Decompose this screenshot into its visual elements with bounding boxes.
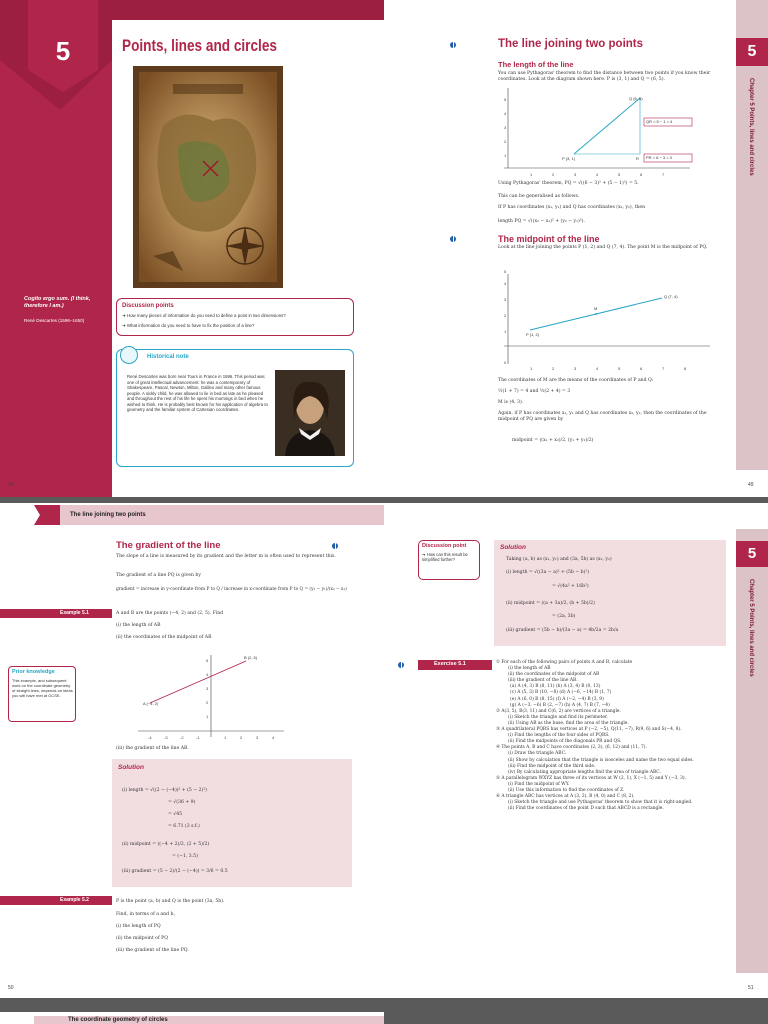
- descartes-portrait: [275, 370, 345, 456]
- example-part: (ii) the midpoint of PQ: [116, 936, 168, 941]
- if-line: If P has coordinates (x₁, y₁) and Q has coordinates (x₂, y₂), then: [498, 205, 646, 210]
- label-q: Q (6, 5): [629, 96, 643, 101]
- exercise-line: ② A(3, 5), B(3, 11) and C(6, 2) are vertices of a triangle.: [496, 708, 621, 714]
- exercise-line: (i) Sketch the triangle and find its perimeter.: [508, 714, 608, 720]
- example-5-2-find: Find, in terms of a and b,: [116, 912, 175, 917]
- chapter-quote: Cogito ergo sum. (I think, therefore I am.): [24, 296, 91, 309]
- example-part: (iii) the gradient of the line PQ.: [116, 948, 189, 953]
- page-number: 49: [748, 482, 754, 488]
- solution-line: = (2a, 3b): [552, 614, 576, 619]
- exercise-line: ③ A quadrilateral PQRS has vertices at P (−2, −5), Q(11, −7), R(9, 6) and S(−4, 8).: [496, 727, 682, 733]
- svg-text:6: 6: [640, 366, 643, 371]
- svg-text:2: 2: [240, 735, 243, 740]
- page-number: 48: [8, 482, 14, 488]
- solution-title: Solution: [118, 764, 144, 771]
- exercise-line: (i) Find the midpoint of WY.: [508, 781, 570, 787]
- svg-text:7: 7: [662, 172, 665, 177]
- exercise-line: (iii) the gradient of the line AB.: [508, 678, 578, 684]
- svg-text:5: 5: [618, 366, 621, 371]
- midpoint-heading: The midpoint of the line: [498, 234, 600, 244]
- exercise-line: (ii) the coordinates of the midpoint of AB: [508, 672, 600, 678]
- exercise-line: (a) A (4, 3) B (8, 11) (b) A (3, 4) B (0, 13): [510, 684, 601, 690]
- svg-text:2: 2: [552, 366, 555, 371]
- exercise-line: (i) Draw the triangle ABC.: [508, 751, 567, 757]
- page-49: [384, 0, 768, 497]
- svg-text:1: 1: [530, 366, 533, 371]
- exercise-line: (i) Find the lengths of the four sides of PQRS.: [508, 733, 610, 739]
- label-p2: P (1, 2): [526, 332, 540, 337]
- exercise-line: (ii) Using AB as the base, find the area of the triangle.: [508, 720, 629, 726]
- example-part: (ii) the coordinates of the midpoint of AB: [116, 635, 212, 640]
- svg-text:4: 4: [504, 111, 507, 116]
- treasure-map-image: [133, 66, 283, 288]
- midpoint-graph: [498, 269, 718, 376]
- label-pr: PR = 6 − 3 = 3: [646, 155, 672, 160]
- exercise-line: (ii) Show by calculation that the triangle is isosceles and name the two equal sides.: [508, 757, 694, 763]
- exercise-line: (iii) Find the midpoint of the third side.: [508, 763, 596, 769]
- solution-line: (iii) gradient = (5 − 2)/(2 − (−4)) = 3/6 = 0.5: [122, 869, 228, 874]
- discussion-point-text: ➜ How can this result be simplified further?: [422, 552, 468, 562]
- historical-title: Historical note: [147, 354, 189, 360]
- gradient-intro: The slope of a line is measured by its gradient and the letter m is often used to represent this.: [116, 554, 336, 559]
- length-intro: You can use Pythagoras' theorem to find the distance between two points if you know their coordinates. Look at the diagram shown here. P is (3, 1) and Q = (6, 5).: [498, 71, 711, 83]
- chapter-tab: 5: [736, 541, 768, 567]
- svg-text:3: 3: [256, 735, 259, 740]
- svg-text:4: 4: [504, 281, 507, 286]
- label-m: M: [594, 306, 598, 311]
- svg-text:3: 3: [504, 297, 507, 302]
- example-5-2-text: P is the point (a, b) and Q is the point (3a, 5b).: [116, 899, 225, 904]
- prior-knowledge-text: This example, and subsequent work on the coordinate geometry of straight lines, depends on ideas you will have met at GCSE.: [12, 678, 73, 698]
- svg-text:1: 1: [224, 735, 227, 740]
- solution-line: Taking (a, b) as (x₁, y₁) and (3a, 5b) as (x₂, y₂): [506, 557, 612, 562]
- info-icon: [450, 42, 456, 48]
- solution-line: = √(36 + 9): [168, 800, 196, 805]
- svg-text:0: 0: [504, 360, 507, 365]
- exercise-line: ④ The points A, B and C have coordinates (2, 3), (6, 12) and (11, 7).: [496, 745, 647, 751]
- exercise-line: ⑤ A parallelogram WXYZ has three of its vertices at W (2, 1), X (−1, 5) and Y (−3, 3).: [496, 775, 686, 781]
- solution-5-1-box: [112, 759, 352, 887]
- info-icon: [332, 543, 338, 549]
- svg-text:2: 2: [504, 313, 507, 318]
- section-title: The line joining two points: [498, 38, 644, 50]
- svg-text:3: 3: [206, 686, 209, 691]
- next-page-peek: [0, 1012, 384, 1024]
- pq-length-graph: [498, 88, 698, 180]
- exercise-line: (iv) By calculating appropriate lengths find the area of triangle ABC.: [508, 769, 661, 775]
- solution-line: = √(4a² + 16b²): [552, 584, 589, 589]
- chapter-side-label: Chapter 5 Points, lines and circles: [748, 579, 754, 677]
- mean-calc: ½(1 + 7) = 4 and ½(2 + 4) = 3: [498, 389, 571, 394]
- discussion-point-title: Discussion point: [422, 543, 467, 549]
- svg-text:3: 3: [574, 366, 577, 371]
- svg-text:2: 2: [504, 139, 507, 144]
- svg-text:-1: -1: [196, 735, 200, 740]
- svg-text:4: 4: [596, 366, 599, 371]
- prior-knowledge-title: Prior knowledge: [12, 669, 55, 675]
- page-50: [0, 503, 384, 998]
- discussion-title: Discussion points: [122, 303, 174, 309]
- exercise-line: ① For each of the following pairs of points A and B, calculate: [496, 660, 633, 665]
- svg-text:2: 2: [206, 700, 209, 705]
- solution-line: = √45: [168, 812, 183, 817]
- solution-line: (ii) midpoint = ((−4 + 2)/2, (2 + 5)/2): [122, 842, 210, 847]
- page-number: 51: [748, 985, 754, 991]
- label-p: P (3, 1): [562, 156, 576, 161]
- coords-mean: The coordinates of M are the means of the coordinates of P and Q:: [498, 378, 654, 383]
- exercise-line: (ii) Find the midpoints of the diagonals PR and QS.: [508, 739, 622, 745]
- svg-text:8: 8: [684, 366, 687, 371]
- discussion-item: ➜ How many pieces of information do you need to define a point in two dimensions?: [122, 313, 286, 318]
- label-q2: Q (7, 4): [664, 294, 678, 299]
- page-51: [384, 503, 768, 998]
- running-header-bar: [0, 503, 384, 527]
- solution-line: (iii) gradient = (5b − b)/(3a − a) = 4b/2a = 2b/a: [506, 628, 619, 633]
- solution-line: = (−1, 3.5): [172, 854, 198, 859]
- svg-text:1: 1: [206, 714, 209, 719]
- svg-text:4: 4: [272, 735, 275, 740]
- m-is: M is (4, 3).: [498, 400, 524, 405]
- example-5-1-label: Example 5.1: [60, 610, 89, 616]
- pythagoras-line: Using Pythagoras' theorem, PQ = √((6 − 3)² + (5 − 1)²) = 5.: [498, 181, 639, 186]
- column-icon: [120, 346, 138, 364]
- midpoint-formula: midpoint = ((x₁ + x₂)/2, (y₁ + y₂)/2): [512, 438, 594, 443]
- example-5-1-text: A and B are the points (−4, 2) and (2, 5). Find: [116, 611, 224, 616]
- solution-line: (i) length = √((2 − (−4))² + (5 − 2)²): [122, 788, 207, 793]
- svg-text:4: 4: [206, 672, 209, 677]
- again-text: Again, if P has coordinates x₁, y₁ and Q has coordinates x₂, y₂, then the coordinates of the midpoint of PQ are given by: [498, 411, 707, 423]
- gradient-given: The gradient of a line PQ is given by: [116, 573, 201, 578]
- midpoint-intro: Look at the line joining the points P (1, 2) and Q (7, 4). The point M is the midpoint of PQ.: [498, 245, 708, 250]
- length-heading: The length of the line: [498, 60, 574, 69]
- exercise-line: (g) A (−3, −6) B (2, −7) (h) A (4, 7) B (7, −4): [510, 702, 610, 708]
- svg-text:1: 1: [530, 172, 533, 177]
- length-formula: length PQ = √((x₂ − x₁)² + (y₂ − y₁)²).: [498, 219, 585, 224]
- chapter-title: Points, lines and circles: [122, 36, 277, 55]
- gradient-heading: The gradient of the line: [116, 540, 221, 551]
- svg-text:-3: -3: [164, 735, 168, 740]
- exercise-label: Exercise 5.1: [434, 661, 466, 667]
- svg-text:3: 3: [574, 172, 577, 177]
- example-part: (i) the length of AB: [116, 623, 161, 628]
- prior-knowledge-box: [8, 666, 76, 722]
- svg-text:2: 2: [552, 172, 555, 177]
- svg-text:5: 5: [504, 269, 507, 274]
- page-48: [0, 0, 384, 497]
- label-r: R: [636, 156, 639, 161]
- svg-text:7: 7: [662, 366, 665, 371]
- label-qr: QR = 5 − 1 = 4: [646, 119, 673, 124]
- running-header: The line joining two points: [70, 512, 146, 518]
- example-5-1-bar: [0, 609, 112, 618]
- gradient-formula: gradient = increase in y-coordinate from P to Q / increase in x-coordinate from P to Q = (y₂ − y₁)/(x₂ − x₁): [116, 587, 347, 592]
- exercise-line: (c) A (5, 3) B (10, −8) (d) A (−6, −14) B (1, 7): [510, 690, 612, 696]
- label-a: A (−4, 2): [143, 701, 159, 706]
- exercise-line: (e) A (6, 0) B (8, 15) (f) A (−2, −4) B (3, 9): [510, 696, 604, 702]
- example-5-2-bar: [0, 896, 112, 905]
- discussion-item: ➜ What information do you need to have to fix the position of a line?: [122, 323, 255, 328]
- exercise-line: (i) the length of AB: [508, 666, 551, 672]
- exercise-line: (ii) Find the coordinates of the point D such that ABCD is a rectangle.: [508, 806, 664, 812]
- discussion-point-box: [418, 540, 480, 580]
- exercise-line: (i) Sketch the triangle and use Pythagoras' theorem to show that it is right-angled.: [508, 800, 693, 806]
- svg-text:1: 1: [504, 153, 507, 158]
- example-part: (i) the length of PQ: [116, 924, 161, 929]
- historical-text: René Descartes was born near Tours in France in 1596. This period was one of great intellectual advancement: he was a contemporary of Shakespeare, Pascal, Newton, Milton, Galileo and many other famous people. A sickly child, he was allowed to lie in bed as late as he pleased and throughout the rest of his life he spent his mornings in bed when he wished to think. He is probably best known for his application of algebra to geometry and the familiar system of Cartesian coordinates.: [127, 374, 268, 412]
- chapter-sidebar: [736, 0, 768, 470]
- exercise-questions: [496, 660, 732, 812]
- chapter-tab: 5: [736, 38, 768, 66]
- svg-text:-4: -4: [148, 735, 152, 740]
- generalised-line: This can be generalised as follows.: [498, 194, 580, 199]
- svg-text:5: 5: [504, 97, 507, 102]
- exercise-line: ⑥ A triangle ABC has vertices at A (3, 2), B (4, 0) and C (8, 2).: [496, 794, 635, 800]
- ab-graph: [136, 655, 286, 743]
- example-5-2-label: Example 5.2: [60, 897, 89, 903]
- svg-text:5: 5: [618, 172, 621, 177]
- svg-text:1: 1: [504, 329, 507, 334]
- svg-text:5: 5: [206, 658, 209, 663]
- chapter-number: 5: [55, 36, 71, 66]
- page-number: 50: [8, 985, 14, 991]
- svg-text:-2: -2: [180, 735, 184, 740]
- next-running-header: The coordinate geometry of circles: [68, 1017, 168, 1023]
- historical-note-box: [116, 349, 354, 467]
- svg-text:6: 6: [640, 172, 643, 177]
- exercise-line: (ii) Use this information to find the coordinates of Z.: [508, 787, 625, 793]
- info-icon: [398, 662, 404, 668]
- example-part: (iii) the gradient of the line AB.: [116, 746, 189, 751]
- solution-line: (ii) midpoint = ((a + 3a)/2, (b + 5b)/2): [506, 601, 595, 606]
- label-b: B (2, 5): [244, 655, 258, 660]
- discussion-points-box: [116, 298, 354, 336]
- solution-line: (i) length = √((3a − a)² + (5b − b)²): [506, 570, 590, 575]
- solution-line: = 6.71 (3 s.f.): [168, 824, 200, 829]
- chapter-side-label: Chapter 5 Points, lines and circles: [748, 78, 754, 176]
- solution-title: Solution: [500, 544, 526, 551]
- svg-text:3: 3: [504, 125, 507, 130]
- quote-author: René Descartes (1596–1650): [24, 318, 85, 323]
- svg-text:4: 4: [596, 172, 599, 177]
- info-icon: [450, 236, 456, 242]
